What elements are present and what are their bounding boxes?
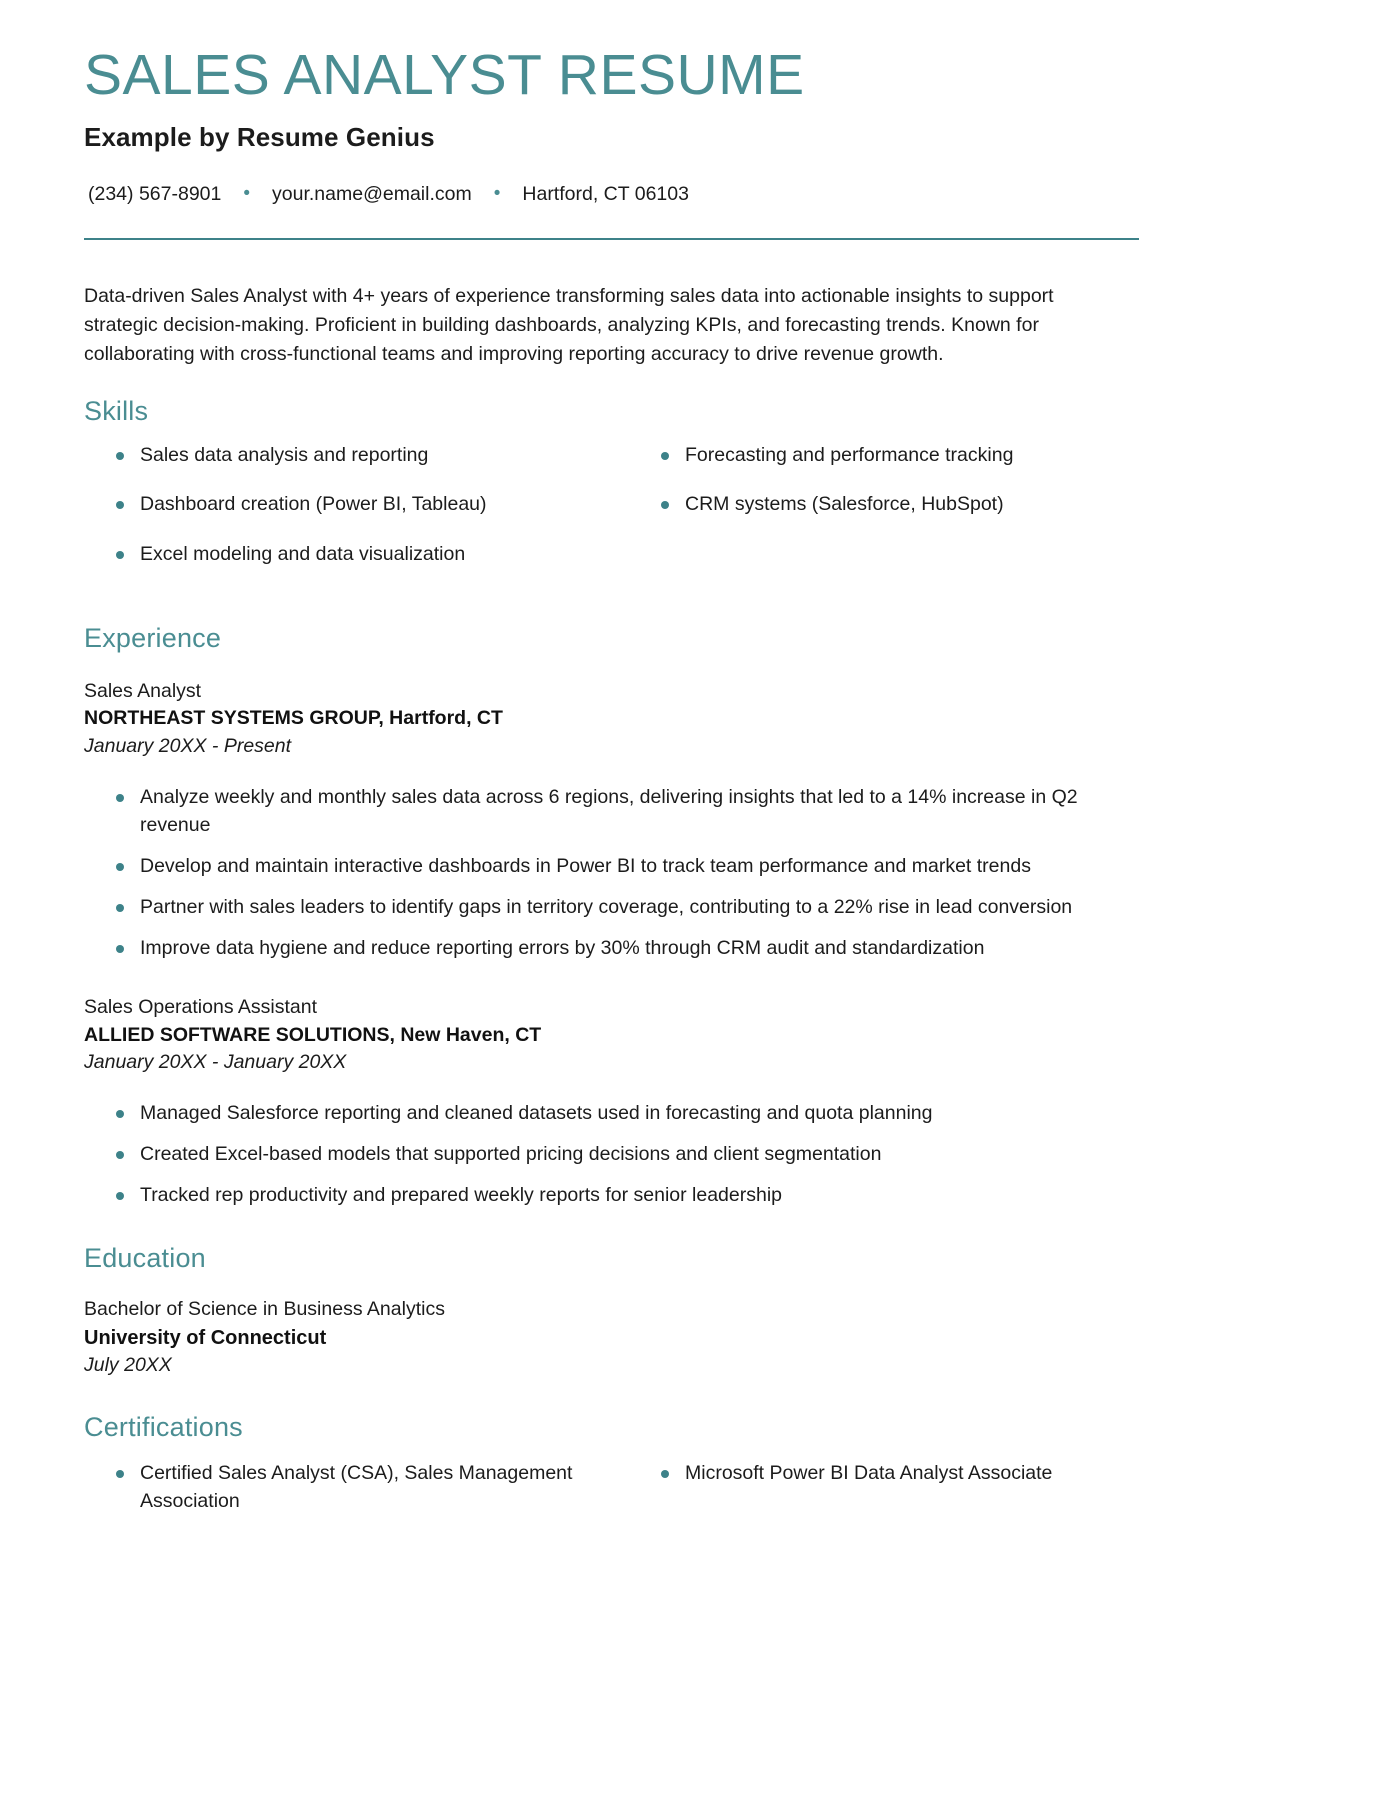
list-item: Partner with sales leaders to identify gaps in territory coverage, contributing to a 22% rise in lead conversion — [84, 893, 1144, 921]
list-item: Managed Salesforce reporting and cleaned datasets used in forecasting and quota planning — [84, 1099, 1144, 1127]
bullet-separator-icon: • — [493, 182, 501, 204]
skills-list-left — [84, 441, 629, 567]
list-item: Excel modeling and data visualization — [84, 540, 629, 568]
experience-entry — [84, 678, 1144, 962]
section-heading-certifications: Certifications — [84, 1412, 243, 1443]
section-heading-skills: Skills — [84, 396, 149, 427]
job-bullets — [84, 1099, 1144, 1209]
job-bullets — [84, 783, 1144, 962]
list-item: Forecasting and performance tracking — [629, 441, 1129, 469]
header-divider — [84, 238, 1139, 240]
list-item: Sales data analysis and reporting — [84, 441, 629, 469]
page-title: SALES ANALYST RESUME — [84, 43, 805, 107]
list-item: Microsoft Power BI Data Analyst Associate — [629, 1459, 1129, 1487]
list-item: Certified Sales Analyst (CSA), Sales Management Association — [84, 1459, 629, 1515]
list-item: Analyze weekly and monthly sales data across 6 regions, delivering insights that led to a 14% increase in Q2 revenue — [84, 783, 1144, 839]
certifications-list-left — [84, 1459, 629, 1515]
list-item: CRM systems (Salesforce, HubSpot) — [629, 490, 1129, 518]
skills-section — [84, 441, 1144, 588]
job-company: NORTHEAST SYSTEMS GROUP, Hartford, CT — [84, 707, 503, 730]
certifications-column-right — [629, 1459, 1129, 1521]
contact-info — [84, 183, 1144, 206]
skills-column-right — [629, 441, 1129, 588]
education-date: July 20XX — [84, 1354, 172, 1377]
skills-column-left — [84, 441, 629, 588]
experience-entry — [84, 994, 1144, 1209]
certifications-column-left — [84, 1459, 629, 1521]
list-item: Improve data hygiene and reduce reporting errors by 30% through CRM audit and standardization — [84, 934, 1144, 962]
education-entry — [84, 1296, 1144, 1380]
list-item: Tracked rep productivity and prepared weekly reports for senior leadership — [84, 1181, 1144, 1209]
list-item: Dashboard creation (Power BI, Tableau) — [84, 490, 629, 518]
certifications-list-right — [629, 1459, 1129, 1487]
job-title: Sales Analyst — [84, 679, 202, 702]
education-degree: Bachelor of Science in Business Analytics — [84, 1298, 445, 1321]
education-school: University of Connecticut — [84, 1327, 327, 1350]
skills-list-right — [629, 441, 1129, 518]
section-heading-education: Education — [84, 1243, 206, 1274]
job-dates: January 20XX - Present — [84, 735, 292, 758]
contact-email: your.name@email.com — [272, 182, 472, 205]
certifications-section — [84, 1459, 1144, 1521]
bullet-separator-icon: • — [243, 182, 251, 204]
contact-location: Hartford, CT 06103 — [522, 182, 689, 205]
list-item: Develop and maintain interactive dashboards in Power BI to track team performance and market trends — [84, 852, 1144, 880]
list-item: Created Excel-based models that supported pricing decisions and client segmentation — [84, 1140, 1144, 1168]
job-dates: January 20XX - January 20XX — [84, 1051, 347, 1074]
professional-summary: Data-driven Sales Analyst with 4+ years of experience transforming sales data into actionable insights to support strategic decision-making. Proficient in building dashboards, analyzing KPIs, and forecasting trends. Known for collaborating with cross-functional teams and improving reporting accuracy to drive revenue growth. — [84, 284, 1054, 365]
job-title: Sales Operations Assistant — [84, 996, 318, 1019]
section-heading-experience: Experience — [84, 622, 222, 653]
resume-subtitle: Example by Resume Genius — [84, 121, 435, 152]
job-company: ALLIED SOFTWARE SOLUTIONS, New Haven, CT — [84, 1023, 542, 1046]
contact-phone: (234) 567-8901 — [88, 182, 222, 205]
